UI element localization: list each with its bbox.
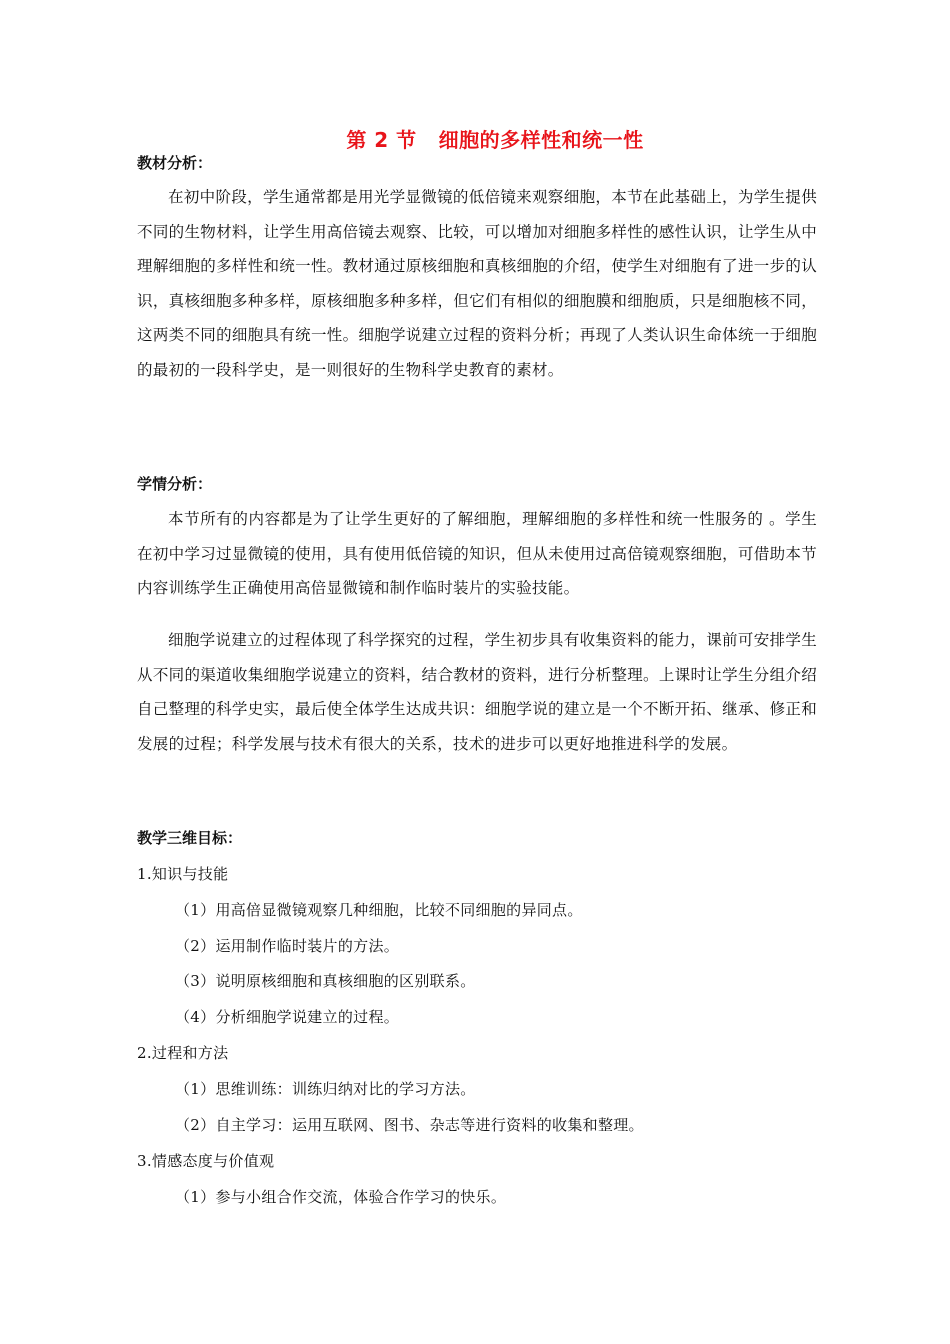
process-item-2: （2）自主学习：运用互联网、图书、杂志等进行资料的收集和整理。 — [175, 1116, 644, 1134]
section-number: 第 2 节 — [346, 128, 417, 152]
emotion-item-1: （1）参与小组合作交流，体验合作学习的快乐。 — [175, 1188, 507, 1206]
knowledge-item-4: （4）分析细胞学说建立的过程。 — [175, 1008, 400, 1026]
knowledge-item-2: （2）运用制作临时装片的方法。 — [175, 937, 400, 955]
textbook-analysis-paragraph: 在初中阶段，学生通常都是用光学显微镜的低倍镜来观察细胞，本节在此基础上，为学生提供不同的生物材料，让学生用高倍镜去观察、比较，可以增加对细胞多样性的感性认识，让学生从中理解细胞的多样性和统一性。教材通过原核细胞和真核细胞的介绍，使学生对细胞有了进一步的认识，真核细胞多种多样，原核细胞多种多样，但它们有相似的细胞膜和细胞质，只是细胞核不同，这两类不同的细胞具有统一性。细胞学说建立过程的资料分析；再现了人类认识生命体统一于细胞的最初的一段科学史，是一则很好的生物科学史教育的素材。 — [137, 188, 817, 379]
textbook-analysis-heading: 教材分析： — [137, 154, 213, 172]
knowledge-item-3: （3）说明原核细胞和真核细胞的区别联系。 — [175, 972, 476, 990]
emotion-values-title: 3.情感态度与价值观 — [137, 1152, 275, 1170]
learner-analysis-paragraph-1: 本节所有的内容都是为了让学生更好的了解细胞，理解细胞的多样性和统一性服务的 。学生在初中学习过显微镜的使用，具有使用低倍镜的知识，但从未使用过高倍镜观察细胞，可借助本节内容训练学生正确使用高倍显微镜和制作临时装片的实验技能。 — [137, 510, 817, 597]
objectives-heading: 教学三维目标： — [137, 829, 243, 847]
section-name: 细胞的多样性和统一性 — [438, 128, 644, 152]
learner-analysis-heading: 学情分析： — [137, 475, 213, 493]
knowledge-item-1: （1）用高倍显微镜观察几种细胞，比较不同细胞的异同点。 — [175, 901, 583, 919]
process-item-1: （1）思维训练：训练归纳对比的学习方法。 — [175, 1080, 476, 1098]
learner-analysis-paragraph-2: 细胞学说建立的过程体现了科学探究的过程，学生初步具有收集资料的能力，课前可安排学生从不同的渠道收集细胞学说建立的资料，结合教材的资料，进行分析整理。上课时让学生分组介绍自己整理的科学史实，最后使全体学生达成共识：细胞学说的建立是一个不断开拓、继承、修正和发展的过程；科学发展与技术有很大的关系，技术的进步可以更好地推进科学的发展。 — [137, 631, 817, 753]
process-methods-title: 2.过程和方法 — [137, 1044, 229, 1062]
page-title — [0, 124, 950, 153]
knowledge-skills-title: 1.知识与技能 — [137, 865, 229, 883]
